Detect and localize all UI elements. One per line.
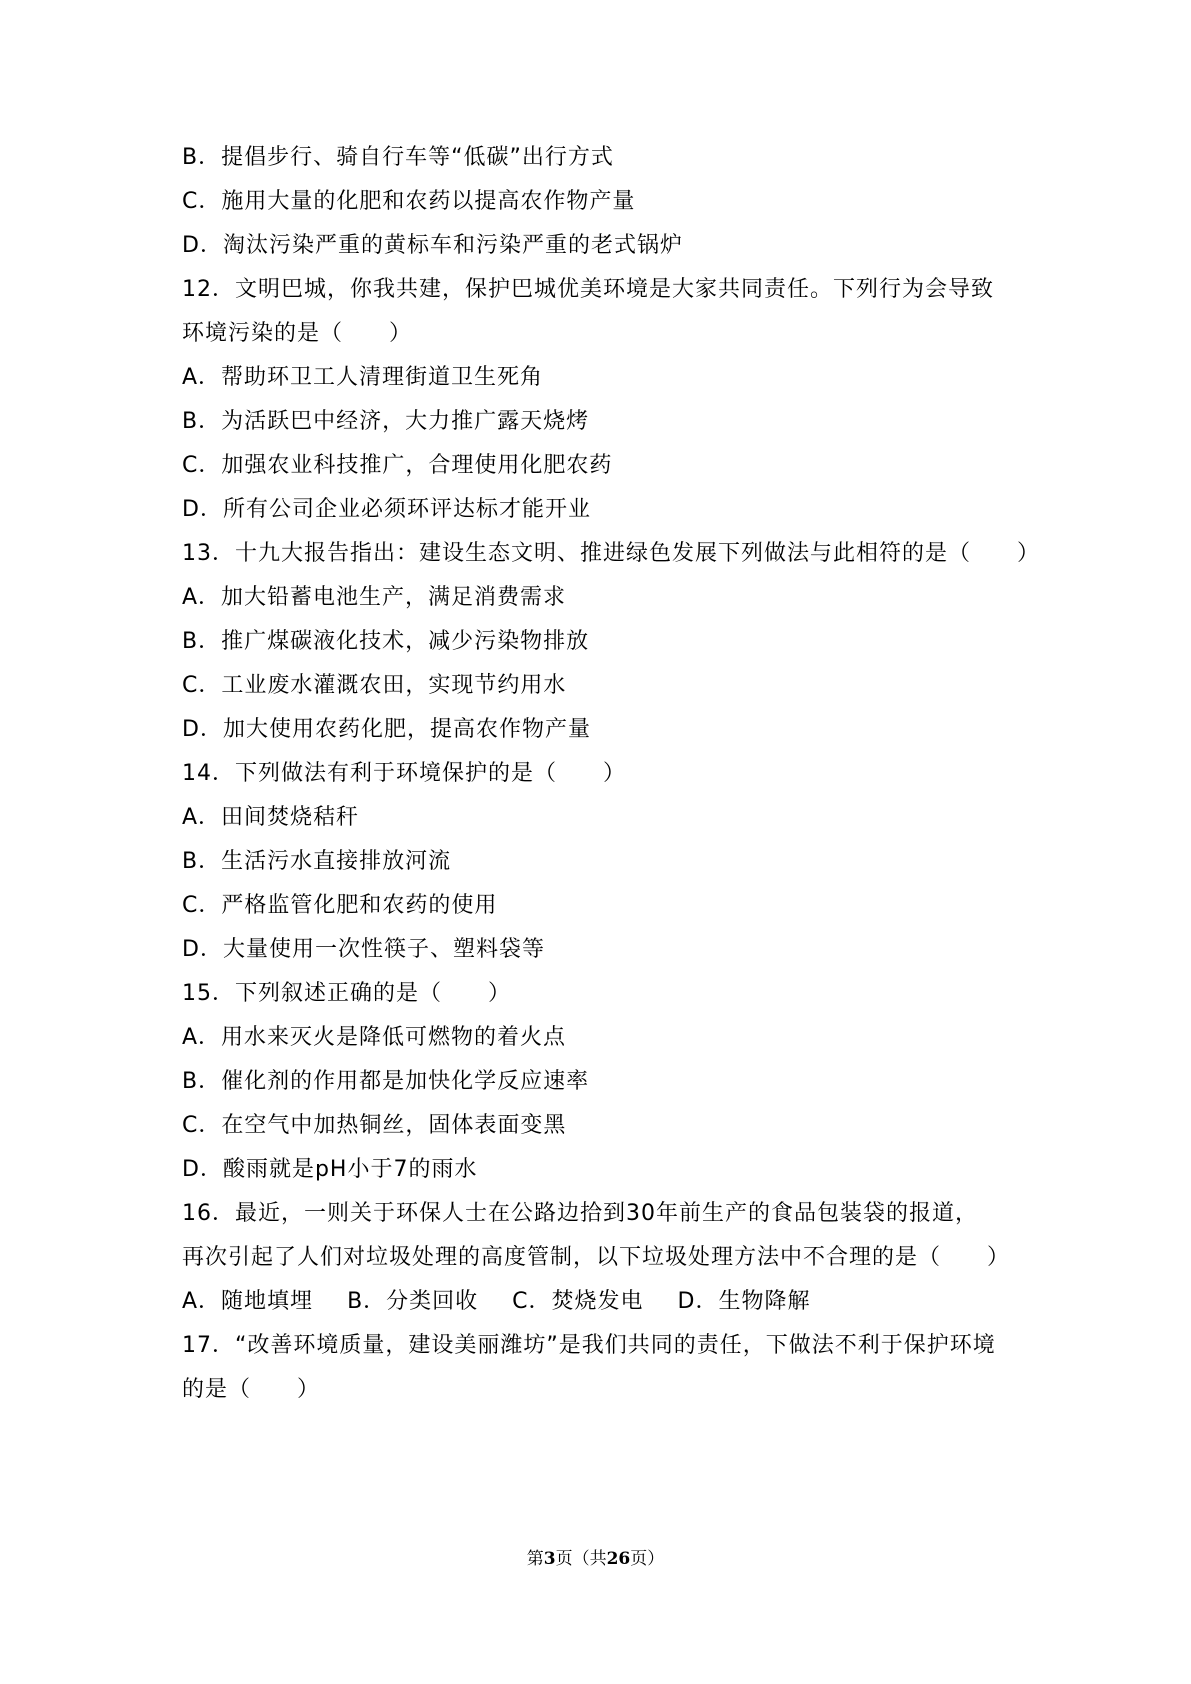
option-line: C．工业废水灌溉农田，实现节约用水 [182,673,567,698]
option-b: B．分类回收 [347,1289,479,1314]
option-d: D．生物降解 [677,1289,811,1314]
option-line: A．帮助环卫工人清理街道卫生死角 [182,365,544,390]
option-line: C．严格监管化肥和农药的使用 [182,893,498,918]
question-17-text-cont: 的是（ ） [182,1377,321,1402]
option-line: A．加大铅蓄电池生产，满足消费需求 [182,585,567,610]
option-line: C．施用大量的化肥和农药以提高农作物产量 [182,189,636,214]
option-line: A．田间焚烧秸秆 [182,805,360,830]
question-16-text-cont: 再次引起了人们对垃圾处理的高度管制，以下垃圾处理方法中不合理的是（ ） [182,1245,1011,1270]
question-17-text: 17．“改善环境质量，建设美丽潍坊”是我们共同的责任，下做法不利于保护环境 [182,1333,996,1358]
option-line: B．生活污水直接排放河流 [182,849,452,874]
question-16-text: 16．最近，一则关于环保人士在公路边拾到30年前生产的食品包装袋的报道， [182,1201,978,1226]
question-12-text: 12．文明巴城，你我共建，保护巴城优美环境是大家共同责任。下列行为会导致 [182,277,994,302]
option-line: A．用水来灭火是降低可燃物的着火点 [182,1025,567,1050]
option-c: C．焚烧发电 [512,1289,644,1314]
option-line: B．推广煤碳液化技术，减少污染物排放 [182,629,590,654]
option-line: D．大量使用一次性筷子、塑料袋等 [182,937,545,962]
option-line: D．淘汰污染严重的黄标车和污染严重的老式锅炉 [182,233,683,258]
current-page-number: 3 [543,1549,556,1569]
option-a: A．随地填埋 [182,1289,314,1314]
page-footer [0,1547,1191,1571]
option-line: B．提倡步行、骑自行车等“低碳”出行方式 [182,145,614,170]
option-line: D．所有公司企业必须环评达标才能开业 [182,497,591,522]
question-14-text: 14．下列做法有利于环境保护的是（ ） [182,761,626,786]
question-16-options [182,1286,1042,1318]
option-line: D．加大使用农药化肥，提高农作物产量 [182,717,591,742]
footer-prefix: 第 [526,1549,544,1569]
question-12-text-cont: 环境污染的是（ ） [182,321,413,346]
question-13-text: 13．十九大报告指出：建设生态文明、推进绿色发展下列做法与此相符的是（ ） [182,541,1040,566]
footer-middle: 页（共 [555,1549,607,1569]
total-pages-number: 26 [606,1549,631,1569]
option-line: D．酸雨就是pH小于7的雨水 [182,1157,478,1182]
footer-suffix: 页） [630,1549,665,1569]
option-line: B．为活跃巴中经济，大力推广露天烧烤 [182,409,590,434]
option-line: B．催化剂的作用都是加快化学反应速率 [182,1069,590,1094]
option-line: C．加强农业科技推广，合理使用化肥农药 [182,453,613,478]
option-line: C．在空气中加热铜丝，固体表面变黑 [182,1113,567,1138]
question-15-text: 15．下列叙述正确的是（ ） [182,981,511,1006]
